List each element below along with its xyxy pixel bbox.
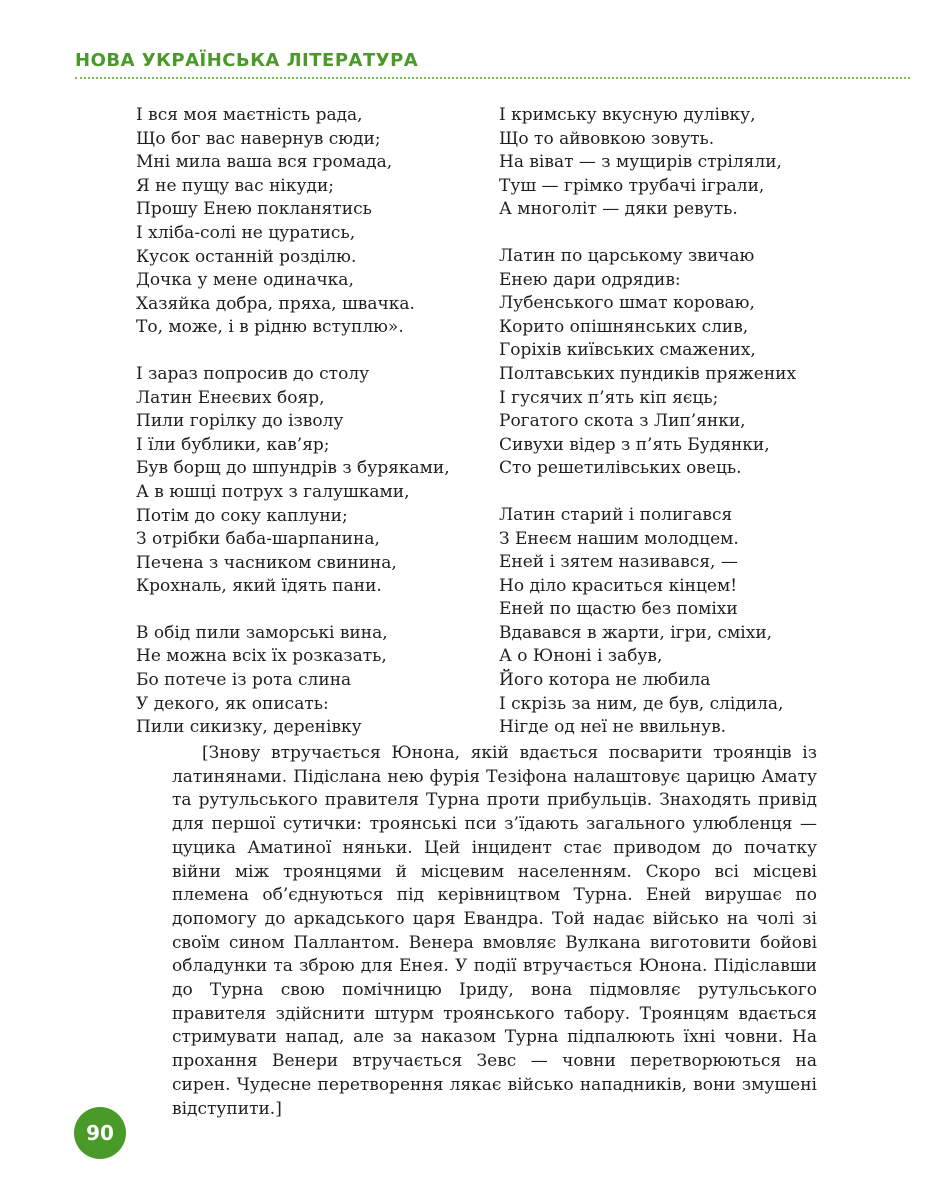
poem-line: Еней по щастю без поміхи (499, 599, 738, 620)
poem-line: Вдавався в жарти, ігри, сміхи, (499, 622, 773, 643)
poem-line: І їли бублики, кав’яр; (136, 434, 330, 455)
poem-line: А в юшці потрух з галушками, (136, 481, 410, 502)
poem-line: Рогатого скота з Лип’янки, (499, 411, 746, 432)
poem-line: Потім до соку каплуни; (136, 505, 348, 526)
poem-line: Сивухи відер з п’ять Будянки, (499, 434, 770, 455)
poem-line: Латин старий і полигався (499, 504, 733, 525)
poem-line: І скрізь за ним, де був, слідила, (499, 693, 784, 714)
poem-line: Печена з часником свинина, (136, 552, 397, 573)
poem-line: А многоліт — дяки ревуть. (499, 199, 738, 220)
poem-line: І зараз попросив до столу (136, 363, 370, 384)
poem-line: Енею дари одрядив: (499, 269, 681, 290)
poem-line: Крохналь, який їдять пани. (136, 576, 382, 597)
poem-line: І гусячих п’ять кіп яєць; (499, 387, 719, 408)
poem-line: Еней і зятем називався, — (499, 552, 738, 573)
poem-line: У декого, як описать: (136, 693, 329, 714)
poem-line: Що бог вас навернув сюди; (136, 128, 381, 149)
poem-line: Бо потече із рота слина (136, 670, 352, 691)
poem-line: Пили горілку до ізволу (136, 411, 344, 432)
section-header: НОВА УКРАЇНСЬКА ЛІТЕРАТУРА (75, 50, 419, 71)
poem-line: І хліба-солі не цуратись, (136, 222, 356, 243)
poem-column-left (136, 104, 450, 763)
header-divider (75, 77, 910, 79)
poem-line: З отрібки баба-шарпанина, (136, 529, 380, 550)
poem-line: Не можна всіх їх розказать, (136, 646, 387, 667)
stanza (499, 504, 796, 740)
poem-line: В обід пили заморські вина, (136, 622, 388, 643)
poem-line: Но діло краситься кінцем! (499, 575, 738, 596)
poem-line: Туш — грімко трубачі іграли, (499, 175, 765, 196)
poem-line: Нігде од неї не ввильнув. (499, 717, 727, 738)
poem-line: Лубенського шмат короваю, (499, 293, 755, 314)
stanza (499, 245, 796, 481)
poem-line: Латин по царському звичаю (499, 245, 755, 266)
poem-line: Був борщ до шпундрів з буряками, (136, 458, 450, 479)
stanza (136, 363, 450, 599)
poem-line: Горіхів київських смажених, (499, 340, 756, 361)
poem-line: Його котора не любила (499, 670, 711, 691)
poem-line: То, може, і в рідню вступлю». (136, 317, 404, 338)
poem-line: Пили сикизку, деренівку (136, 717, 362, 738)
poem-line: Я не пущу вас нікуди; (136, 175, 335, 196)
stanza (136, 104, 450, 340)
prose-summary: [Знову втручається Юнона, якій вдається посварити троянців із латинянами. Підіслана нею фурія Тезіфона налаштовує царицю Амату та рутульського правителя Турна проти прибульців. Знаходять привід для першої сутички: троянські пси з’їдають загального улюбленця — цуцика Аматиної няньки. Цей інцидент стає приводом до початку війни між троянцями й місцевим населенням. Скоро всі місцеві племена об’єднуються під керівництвом Турна. Еней вирушає по допомогу до аркадського царя Евандра. Той надає військо на чолі зі своїм сином Паллантом. Венера вмовляє Вулкана виготовити бойові обладунки та зброю для Енея. У події втручається Юнона. Підіславши до Турна свою помічницю Іриду, вона підмовляє рутульського правителя здійснити штурм троянського табору. Троянцям вдається стримувати напад, але за наказом Турна підпалюють їхні човни. На прохання Венери втручається Зевс — човни перетворюються на сирен. Чудесне перетворення лякає військо нападників, вони змушені відступити.] (172, 743, 817, 1119)
poem-line: А о Юноні і забув, (499, 646, 663, 667)
poem-line: Що то айвовкою зовуть. (499, 128, 715, 149)
stanza (499, 104, 796, 222)
poem-line: І кримську вкусную дулівку, (499, 105, 756, 125)
poem-line: Мні мила ваша вся громада, (136, 152, 393, 173)
poem-column-right (499, 104, 796, 763)
poem-line: На віват — з мущирів стріляли, (499, 152, 782, 173)
poem-line: З Енеєм нашим молодцем. (499, 528, 739, 549)
poem-line: Сто решетилівських овець. (499, 458, 742, 479)
poem-line: І вся моя маєтність рада, (136, 105, 363, 125)
page-number-badge: 90 (74, 1107, 126, 1159)
poem-line: Дочка у мене одиначка, (136, 270, 354, 291)
stanza (136, 622, 450, 740)
poem-line: Корито опішнянських слив, (499, 316, 749, 337)
poem-line: Прошу Енею покланятись (136, 199, 372, 220)
poem-line: Хазяйка добра, пряха, швачка. (136, 293, 415, 314)
poem-line: Кусок останній розділю. (136, 246, 357, 267)
poem-line: Латин Енеєвих бояр, (136, 387, 325, 408)
poem-line: Полтавських пундиків пряжених (499, 363, 797, 384)
